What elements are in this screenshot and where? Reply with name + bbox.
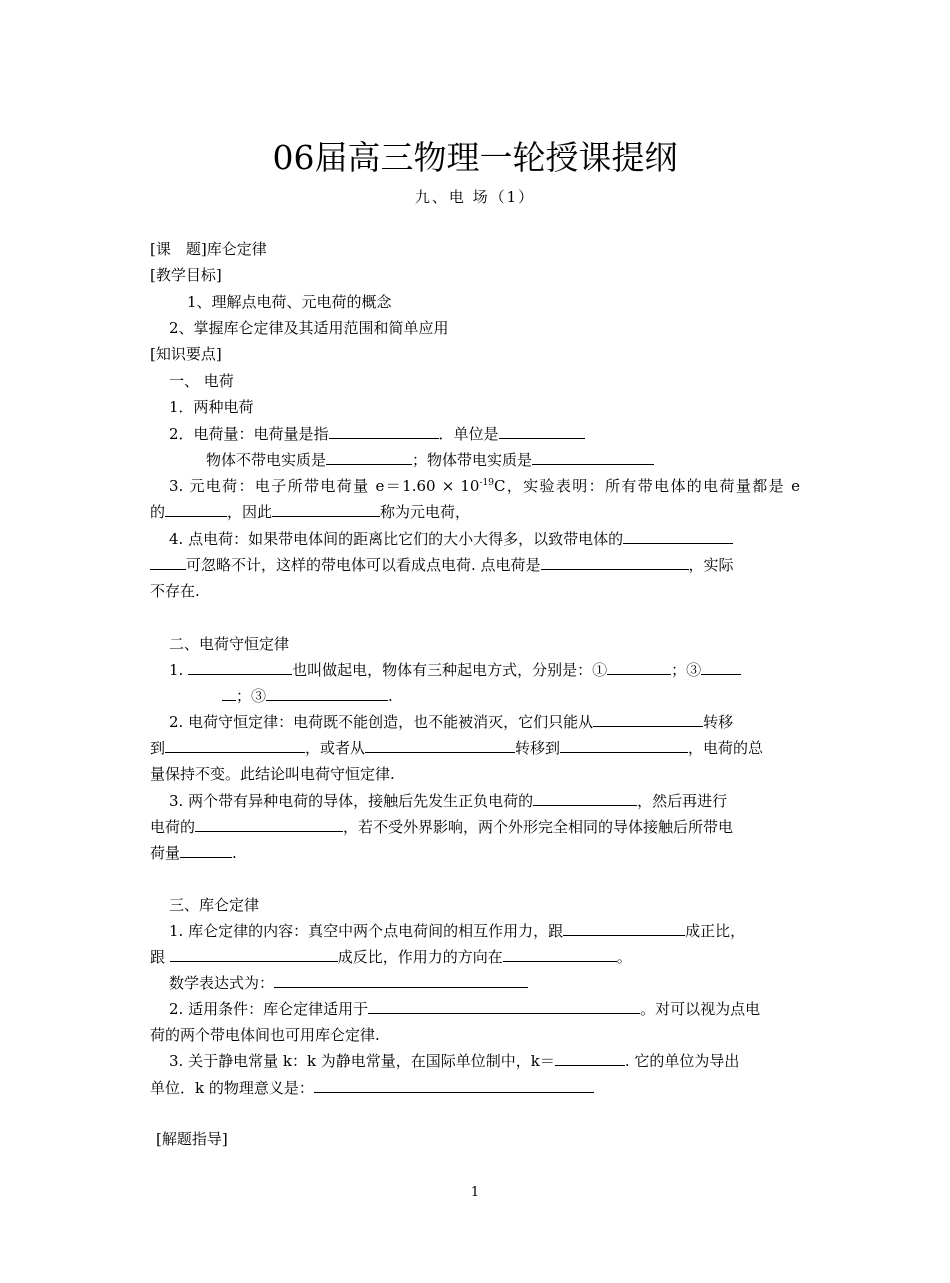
section3-item1-line2 [150, 944, 632, 970]
blank-field[interactable] [150, 552, 186, 570]
section2-item2-text-d: ，或者从 [305, 739, 366, 757]
section1-item2-text-a: 2．电荷量：电荷量是指 [169, 425, 329, 443]
section2-item3-text-c: 电荷的 [150, 818, 196, 836]
section3-item2-text-a: 2. 适用条件：库仑定律适用于 [169, 1000, 369, 1018]
section2-item2-line1 [169, 709, 733, 735]
section3-heading: 三、库仑定律 [169, 896, 260, 914]
section2-item1-text-d: ；③ [236, 687, 267, 705]
section1-item3-text-d: ，因此 [227, 503, 273, 521]
blank-field[interactable] [593, 709, 703, 727]
section2-item2-text-f: ，电荷的总 [688, 739, 764, 757]
knowledge-heading: [知识要点] [150, 345, 222, 363]
topic-line: [课 题]库仑定律 [150, 240, 267, 258]
section1-item1: 1．两种电荷 [169, 398, 254, 416]
section1-item4-text-c: ，实际 [688, 556, 734, 574]
section3-item3-text-b: . 它的单位为导出 [624, 1052, 740, 1070]
section3-item1-text-b: 成正比， [685, 922, 746, 940]
section2-item1-line2 [222, 683, 393, 709]
section3-item1-text-e: 。 [616, 948, 632, 966]
blank-field[interactable] [368, 996, 640, 1014]
section1-item4-line1 [169, 526, 733, 552]
section2-item1-line1 [169, 657, 741, 683]
blank-field[interactable] [533, 788, 637, 806]
guidance-heading: [解题指导] [156, 1130, 228, 1148]
blank-field[interactable] [165, 499, 227, 517]
section3-item1-text-a: 1. 库仑定律的内容：真空中两个点电荷间的相互作用力，跟 [169, 922, 564, 940]
section2-item2-line3: 量保持不变。此结论叫电荷守恒定律. [150, 765, 395, 783]
section1-item2-text-c: 物体不带电实质是 [206, 451, 327, 469]
blank-field[interactable] [555, 1048, 625, 1066]
blank-field[interactable] [532, 447, 654, 465]
section2-heading: 二、电荷守恒定律 [169, 635, 290, 653]
section1-item2-line1 [169, 421, 585, 447]
section2-item3-text-e: 荷量 [150, 844, 181, 862]
section1-item4-line2 [150, 552, 734, 578]
document-title: 06届高三物理一轮授课提纲 [272, 138, 678, 177]
section2-item3-line3 [150, 840, 237, 866]
section3-item3-text-c: 单位．k 的物理意义是： [150, 1079, 314, 1097]
section1-item2-text-b: ．单位是 [438, 425, 499, 443]
section3-item2-line1 [169, 996, 760, 1022]
objectives-heading: [教学目标] [150, 266, 222, 284]
blank-field[interactable] [701, 657, 741, 675]
blank-field[interactable] [222, 683, 236, 701]
section2-item3-line2 [150, 814, 733, 840]
section3-item1-text-c: 跟 [150, 948, 170, 966]
document-subtitle: 九、电 场（1） [414, 188, 536, 206]
section2-item2-text-b: 转移 [703, 713, 734, 731]
section1-item4-text-a: 4. 点电荷：如果带电体间的距离比它们的大小大得多，以致带电体的 [169, 530, 624, 548]
section3-item1-text-f: 数学表达式为： [169, 974, 275, 992]
blank-field[interactable] [563, 918, 685, 936]
page-number: 1 [470, 1185, 480, 1200]
section1-item3-text-c: 的 [150, 503, 166, 521]
blank-field[interactable] [541, 552, 689, 570]
section1-item2-text-d: ；物体带电实质是 [412, 451, 533, 469]
section3-item2-text-b: 。对可以视为点电 [640, 1000, 761, 1018]
section2-item3-text-b: ，然后再进行 [637, 792, 728, 810]
blank-field[interactable] [365, 735, 515, 753]
section1-item3-line1 [150, 473, 800, 499]
section3-item1-text-d: 成反比，作用力的方向在 [337, 948, 503, 966]
section3-item3-line1 [169, 1048, 739, 1074]
blank-field[interactable] [195, 814, 343, 832]
blank-field[interactable] [499, 421, 585, 439]
section3-item2-line2: 荷的两个带电体间也可用库仑定律. [150, 1026, 380, 1044]
section1-item3-text-a: 3. 元电荷：电子所带电荷量 e＝1.60 × 10 [169, 477, 480, 495]
blank-field[interactable] [314, 1075, 594, 1093]
blank-field[interactable] [266, 683, 388, 701]
section1-item2-line2 [206, 447, 654, 473]
section3-item1-line1 [169, 918, 745, 944]
section2-item2-text-e: 转移到 [515, 739, 561, 757]
blank-field[interactable] [329, 421, 439, 439]
section2-item3-line1 [169, 788, 727, 814]
exponent: -19 [479, 478, 494, 488]
section1-item3-text-e: 称为元电荷， [380, 503, 471, 521]
section3-item3-text-a: 3. 关于静电常量 k：k 为静电常量，在国际单位制中，k＝ [169, 1052, 555, 1070]
section2-item1-text-c: ；③ [671, 661, 702, 679]
section2-item3-text-f: . [232, 844, 237, 862]
objective-item-2: 2、掌握库仑定律及其适用范围和简单应用 [169, 319, 449, 337]
objective-item-1: 1、理解点电荷、元电荷的概念 [187, 293, 392, 311]
blank-field[interactable] [170, 944, 338, 962]
blank-field[interactable] [607, 657, 671, 675]
section3-item3-line2 [150, 1075, 594, 1101]
section1-item4-text-b: 可忽略不计，这样的带电体可以看成点电荷. 点电荷是 [186, 556, 541, 574]
blank-field[interactable] [623, 526, 733, 544]
blank-field[interactable] [180, 840, 232, 858]
section2-item2-line2 [150, 735, 763, 761]
section1-item3-text-b: C，实验表明：所有带电体的电荷量都是 e [493, 477, 800, 495]
blank-field[interactable] [560, 735, 688, 753]
section1-item4-line3: 不存在. [150, 582, 200, 600]
section2-item1-text-e: . [388, 687, 393, 705]
section2-item3-text-a: 3. 两个带有异种电荷的导体，接触后先发生正负电荷的 [169, 792, 534, 810]
section2-item3-text-d: ，若不受外界影响，两个外形完全相同的导体接触后所带电 [343, 818, 734, 836]
blank-field[interactable] [274, 970, 528, 988]
section2-item2-text-c: 到 [150, 739, 166, 757]
blank-field[interactable] [188, 657, 292, 675]
section2-item1-text-b: 也叫做起电，物体有三种起电方式，分别是：① [292, 661, 608, 679]
section1-item3-line2 [150, 499, 470, 525]
blank-field[interactable] [272, 499, 380, 517]
section2-item1-text-a: 1. [169, 661, 189, 679]
section3-item1-line3 [169, 970, 528, 996]
section2-item2-text-a: 2. 电荷守恒定律：电荷既不能创造，也不能被消灭，它们只能从 [169, 713, 594, 731]
blank-field[interactable] [165, 735, 305, 753]
blank-field[interactable] [503, 944, 617, 962]
section1-heading: 一、 电荷 [169, 372, 234, 390]
blank-field[interactable] [326, 447, 412, 465]
